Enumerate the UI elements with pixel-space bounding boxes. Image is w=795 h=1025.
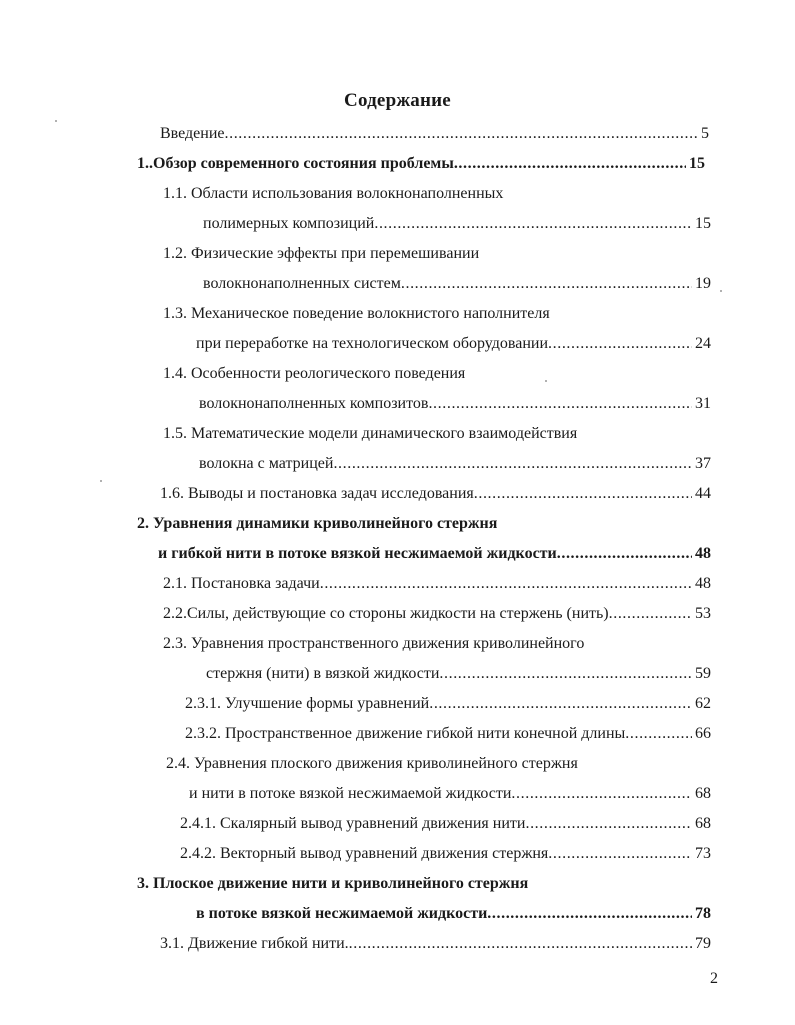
toc-leader-dots xyxy=(349,932,692,956)
toc-entry-text: 1.6. Выводы и постановка задач исследования xyxy=(160,485,474,502)
toc-entry-text: 3.1. Движение гибкой нити. xyxy=(160,935,349,952)
toc-leader-dots xyxy=(454,152,686,176)
toc-entry-1-5-line1: 1.5. Математические модели динамического взаимодействия xyxy=(163,425,578,442)
toc-leader-dots xyxy=(401,272,692,296)
toc-entry-page: 79 xyxy=(695,935,711,952)
toc-entry-text: стержня (нити) в вязкой жидкости xyxy=(206,665,440,682)
page-title: Содержание xyxy=(344,90,451,111)
toc-leader-dots xyxy=(333,452,692,476)
toc-entry-1-1 xyxy=(203,212,711,236)
toc-entry-1-3 xyxy=(196,332,711,356)
toc-entry-text: волокнонаполненных систем xyxy=(203,275,401,292)
toc-entry-text: волокнонаполненных композитов xyxy=(199,395,429,412)
toc-entry-text: 2.1. Постановка задачи xyxy=(163,575,320,592)
toc-leader-dots xyxy=(429,692,692,716)
toc-entry-text: 1..Обзор современного состояния проблемы xyxy=(137,155,454,172)
toc-entry-page: 15 xyxy=(689,155,705,172)
toc-entry-text: при переработке на технологическом оборудовании xyxy=(196,335,549,352)
toc-entry-page: 24 xyxy=(695,335,711,352)
toc-entry-page: 19 xyxy=(695,275,711,292)
toc-entry-2-4-2 xyxy=(180,842,711,866)
toc-entry-page: 48 xyxy=(695,545,711,562)
toc-entry-page: 78 xyxy=(695,905,711,922)
toc-entry-2-2 xyxy=(163,602,711,626)
toc-entry-1-2-line1: 1.2. Физические эффекты при перемешивании xyxy=(163,245,480,262)
toc-entry-chapter-2 xyxy=(158,542,711,566)
toc-entry-text: 2.2.Силы, действующие со стороны жидкости на стержень (нить) xyxy=(163,605,609,622)
toc-entry-chapter-3 xyxy=(196,902,711,926)
toc-leader-dots xyxy=(525,812,692,836)
scan-speck xyxy=(100,480,102,482)
toc-entry-3-1 xyxy=(160,932,711,956)
toc-entry-1-6 xyxy=(160,482,711,506)
toc-entry-1-5 xyxy=(199,452,711,476)
toc-entry-chapter-1 xyxy=(137,152,705,176)
toc-entry-text: 2.3.2. Пространственное движение гибкой нити конечной длины xyxy=(185,725,626,742)
page-number: 2 xyxy=(710,970,718,987)
toc-entry-2-4 xyxy=(189,782,711,806)
toc-entry-2-3 xyxy=(206,662,711,686)
toc-entry-text: 2.4.2. Векторный вывод уравнений движения стержня xyxy=(180,845,549,862)
toc-leader-dots xyxy=(320,572,692,596)
toc-leader-dots xyxy=(439,662,692,686)
toc-leader-dots xyxy=(548,332,692,356)
toc-entry-text: 2.3.1. Улучшение формы уравнений xyxy=(185,695,430,712)
toc-entry-2-4-1 xyxy=(180,812,711,836)
toc-entry-page: 62 xyxy=(695,695,711,712)
toc-leader-dots xyxy=(225,122,699,146)
toc-entry-page: 73 xyxy=(695,845,711,862)
toc-entry-page: 37 xyxy=(695,455,711,472)
toc-leader-dots xyxy=(474,482,692,506)
toc-entry-page: 5 xyxy=(701,125,709,142)
toc-entry-1-4-line1: 1.4. Особенности реологического поведения xyxy=(163,365,466,382)
toc-entry-2-1 xyxy=(163,572,711,596)
toc-leader-dots xyxy=(548,842,692,866)
toc-entry-2-3-2 xyxy=(185,722,711,746)
toc-entry-page: 31 xyxy=(695,395,711,412)
toc-entry-page: 53 xyxy=(695,605,711,622)
toc-entry-text: полимерных композиций xyxy=(203,215,375,232)
toc-entry-page: 66 xyxy=(695,725,711,742)
toc-entry-page: 68 xyxy=(695,785,711,802)
toc-entry-page: 15 xyxy=(695,215,711,232)
toc-entry-1-4 xyxy=(199,392,711,416)
toc-entry-page: 68 xyxy=(695,815,711,832)
toc-entry-text: и нити в потоке вязкой несжимаемой жидкости xyxy=(189,785,512,802)
toc-entry-1-1-line1: 1.1. Области использования волокнонаполненных xyxy=(163,185,504,202)
toc-entry-text: 2.4.1. Скалярный вывод уравнений движения нити xyxy=(180,815,526,832)
toc-leader-dots xyxy=(487,902,692,926)
toc-entry-1-2 xyxy=(203,272,711,296)
toc-leader-dots xyxy=(428,392,692,416)
toc-entry-intro xyxy=(160,122,709,146)
toc-entry-text: в потоке вязкой несжимаемой жидкости xyxy=(196,905,488,922)
toc-entry-1-3-line1: 1.3. Механическое поведение волокнистого наполнителя xyxy=(163,305,550,322)
toc-entry-2-4-line1: 2.4. Уравнения плоского движения криволинейного стержня xyxy=(166,755,578,772)
toc-entry-2-3-1 xyxy=(185,692,711,716)
toc-leader-dots xyxy=(609,602,692,626)
toc-entry-text: Введение xyxy=(160,125,225,142)
toc-entry-text: и гибкой нити в потоке вязкой несжимаемой жидкости xyxy=(158,545,557,562)
scan-speck xyxy=(720,290,722,292)
toc-entry-page: 44 xyxy=(695,485,711,502)
toc-leader-dots xyxy=(557,542,692,566)
toc-entry-text: волокна с матрицей xyxy=(199,455,334,472)
scan-speck xyxy=(55,120,57,122)
toc-entry-chapter-3-line1: 3. Плоское движение нити и криволинейного стержня xyxy=(137,875,529,892)
toc-entry-page: 59 xyxy=(695,665,711,682)
toc-entry-chapter-2-line1: 2. Уравнения динамики криволинейного стержня xyxy=(137,515,498,532)
toc-leader-dots xyxy=(374,212,692,236)
toc-leader-dots xyxy=(625,722,692,746)
toc-entry-2-3-line1: 2.3. Уравнения пространственного движения криволинейного xyxy=(163,635,585,652)
toc-leader-dots xyxy=(511,782,692,806)
scan-speck xyxy=(545,380,547,382)
toc-entry-page: 48 xyxy=(695,575,711,592)
